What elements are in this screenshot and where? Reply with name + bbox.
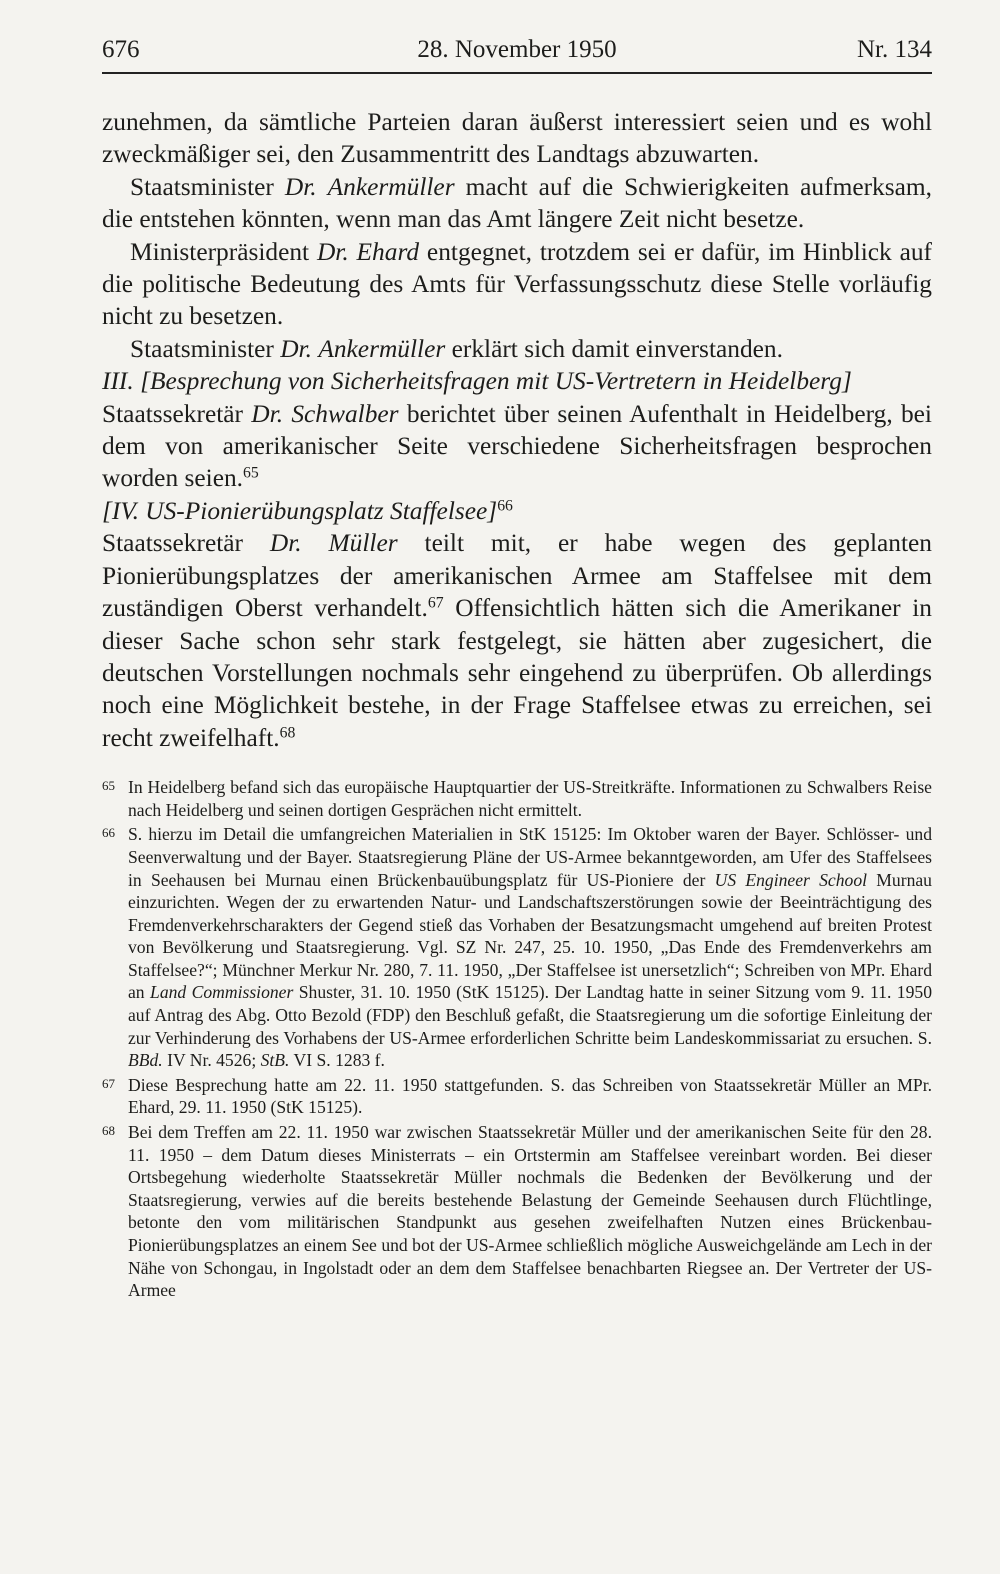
speaker-title: Dr. [284, 172, 317, 201]
footnote-italic: Land Commissioner [150, 982, 294, 1003]
footnote-italic: BBd. [128, 1050, 163, 1071]
header-rule [102, 72, 932, 74]
footnote-italic: US Engineer School [714, 869, 868, 890]
paragraph [102, 236, 932, 333]
footnote-number: 67 [102, 1075, 115, 1091]
section-title: [IV. US-Pionierübungsplatz Staffelsee] [102, 496, 498, 525]
footnote-text: S. hierzu im Detail die umfangreichen Materialien in StK 15125: Im Oktober waren der Bayer. Schlösser- und Seenverwaltung und der Bayer. Staatsregierung Pläne der US-Armee bekanntgeworden, am Ufer des Staffelsees in Seehausen bei Murnau einen Brückenbauübungsplatz für US-Pioniere der [128, 824, 932, 890]
footnote [102, 1074, 932, 1119]
speaker-name: Ankermüller [327, 172, 455, 201]
footnote [102, 823, 932, 1072]
section-title: [Besprechung von Sicherheitsfragen mit US-Vertretern in Heidelberg] [140, 367, 852, 396]
speaker-name: Schwalber [291, 399, 399, 428]
paragraph [102, 333, 932, 365]
footnote-text: Bei dem Treffen am 22. 11. 1950 war zwischen Staatssekretär Müller und der amerikanischen Seite für den 28. 11. 1950 – dem Datum dieses Ministerrats – ein Ortstermin am Staffelsee vereinbart worden. Bei dieser Ortsbegehung wiederholte Staatssekretär Müller nochmals die Bedenken der Bevölkerung und der Staatsregierung, verwies auf die bereits bestehende Belastung der Gemeinde Seehausen durch Flüchtlinge, betonte den vom militärischen Standpunkt aus gesehen zweifelhaften Nutzen eines Brückenbau-Pionierübungsplatzes an einem See und bot der US-Armee schließlich mögliche Ausweichgelände am Lech in der Nähe von Schongau, in Ingolstadt oder an dem dem Staffelsee benachbarten Riegsee an. Der Vertreter der US-Armee [128, 1122, 932, 1301]
speaker-role: Staatsminister [130, 172, 285, 201]
footnote-text: Shuster, 31. 10. 1950 (StK 15125). Der Landtag hatte in seiner Sitzung vom 9. 11. 1950 auf Antrag des Abg. Otto Bezold (FDP) den Beschluß gefaßt, die Staatsregierung um die sofortige Einleitung der zur Verhinderung des Vorhabens der US-Armee erforderlichen Schritte beim Landeskommissariat zu ersuchen. S. [128, 982, 932, 1048]
footnote-ref[interactable]: 66 [497, 497, 513, 515]
footnote-text: In Heidelberg befand sich das europäische Hauptquartier der US-Streitkräfte. Informationen zu Schwalbers Reise nach Heidelberg und seinen dortigen Gesprächen nicht ermittelt. [128, 777, 932, 820]
header-date: 28. November 1950 [417, 36, 617, 63]
speaker-name: Müller [328, 529, 398, 558]
speaker-title: Dr. [269, 529, 302, 558]
footnote-text: Diese Besprechung hatte am 22. 11. 1950 stattgefunden. S. das Schreiben von Staatssekretär Müller an MPr. Ehard, 29. 11. 1950 (StK 15125). [128, 1074, 932, 1118]
speaker-title: Dr. [280, 334, 312, 363]
footnote-ref[interactable]: 67 [427, 594, 444, 612]
footnote-number: 68 [102, 1123, 115, 1139]
speaker-title: Dr. [251, 399, 284, 428]
footnote [102, 776, 932, 821]
footnote-text: VI S. 1283 f. [289, 1050, 385, 1071]
page-number: 676 [102, 36, 140, 63]
speaker-name: Ankermüller [318, 334, 446, 363]
document-page [102, 28, 932, 1304]
footnote-ref[interactable]: 68 [279, 724, 296, 742]
section-heading [102, 495, 932, 527]
footnote-italic: StB. [260, 1050, 290, 1071]
footnote-text: Murnau einzurichten. Wegen der zu erwartenden Natur- und Landschaftszerstörungen sowie der Beeinträchtigung des Fremdenverkehrscharakters der Gegend stieß das Vorhaben der Besatzungsmacht umgehend auf breiten Protest von Bevölkerung und Staatsregierung. Vgl. SZ Nr. 247, 25. 10. 1950, „Das Ende des Fremdenverkehrs am Staffelsee?“; Münchner Merkur Nr. 280, 7. 11. 1950, „Der Staffelsee ist unersetzlich“; Schreiben von MPr. Ehard an [128, 869, 932, 1003]
speaker-title: Dr. [316, 237, 349, 266]
running-header [102, 28, 932, 68]
paragraph [102, 171, 932, 236]
footnote [102, 1121, 932, 1302]
speaker-name: Ehard [356, 237, 420, 266]
footnote-number: 66 [102, 825, 115, 841]
paragraph-text: macht auf die Schwierigkeiten aufmerksam, die entstehen könnten, wenn man das Amt längere Zeit nicht besetze. [102, 172, 932, 234]
paragraph-text: berichtet über seinen Aufenthalt in Heidelberg, bei dem von amerikanischer Seite verschiedene Sicherheitsfragen besprochen worden seien. [102, 399, 932, 493]
speaker-role: Ministerpräsident [130, 237, 317, 266]
footnote-ref[interactable]: 65 [243, 464, 259, 482]
paragraph: zunehmen, da sämtliche Parteien daran äußerst interessiert seien und es wohl zweckmäßiger sei, den Zusammentritt des Landtags abzuwarten. [102, 108, 932, 169]
section-heading [102, 365, 932, 397]
speaker-role: Staatssekretär [102, 399, 252, 428]
document-number: Nr. 134 [857, 36, 932, 63]
paragraph-text: erklärt sich damit einverstanden. [445, 334, 783, 363]
paragraph [102, 398, 932, 495]
speaker-role: Staatssekretär [102, 529, 270, 558]
paragraph [102, 527, 932, 754]
paragraph-text: entgegnet, trotzdem sei er dafür, im Hinblick auf die politische Bedeutung des Amts für Verfassungsschutz diese Stelle vorläufig nicht zu besetzen. [102, 237, 932, 331]
footnote-text: IV Nr. 4526; [162, 1050, 261, 1071]
main-text [102, 106, 932, 754]
speaker-role: Staatsminister [130, 334, 281, 363]
section-number: III. [102, 367, 134, 396]
footnote-number: 65 [102, 778, 115, 794]
footnotes [102, 776, 932, 1302]
paragraph-text: teilt mit, er habe wegen des geplanten Pionierübungsplatzes der amerikanischen Armee am Staffelsee mit dem zuständigen Oberst verhandelt. [102, 529, 932, 623]
paragraph-text: Offensichtlich hätten sich die Amerikaner in dieser Sache schon sehr stark festgelegt, sie hätten aber zugesichert, die deutschen Vorstellungen nochmals sehr eingehend zu überprüfen. Ob allerdings noch eine Möglichkeit bestehe, in der Frage Staffelsee etwas zu erreichen, sei recht zweifelhaft. [102, 594, 932, 752]
